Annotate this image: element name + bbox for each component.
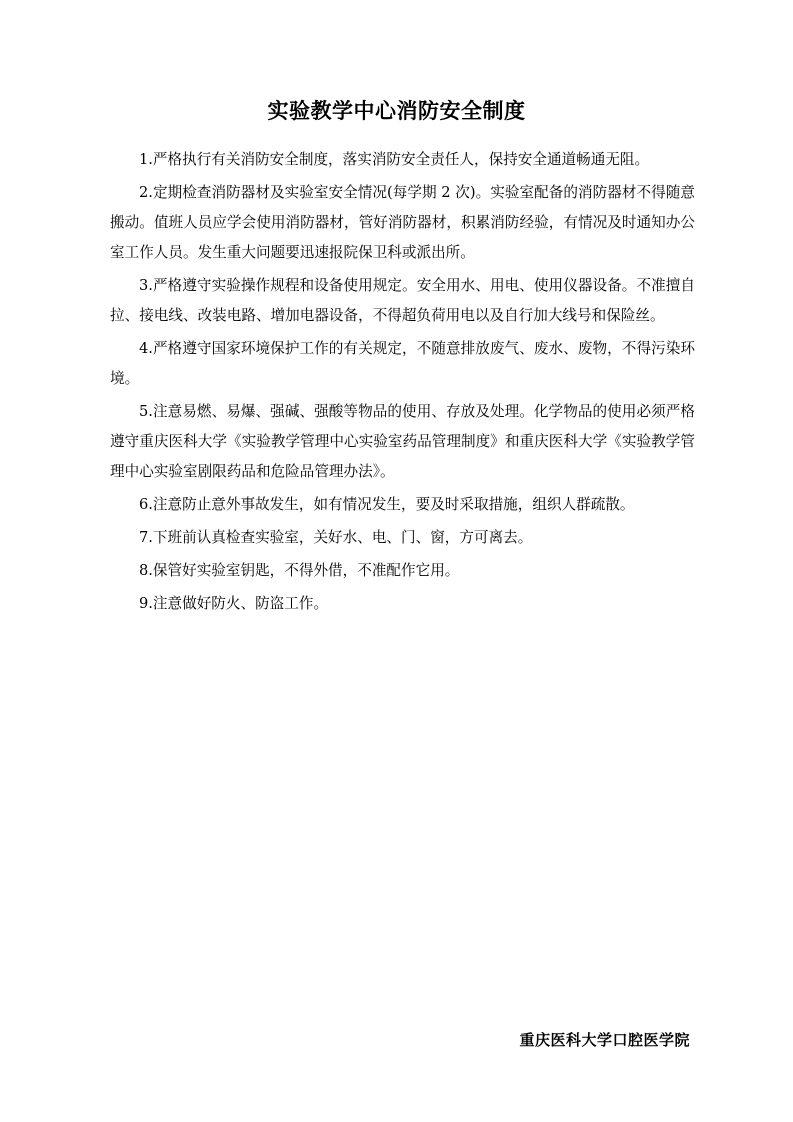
document-title: 实验教学中心消防安全制度: [267, 99, 526, 123]
rule-paragraph-8: 8.保管好实验室钥匙，不得外借，不准配作它用。: [139, 562, 460, 579]
rule-paragraph-5: 5.注意易燃、易爆、强碱、强酸等物品的使用、存放及处理。化学物品的使用必须严格遵守重庆医科大学《实验教学管理中心实验室药品管理制度》和重庆医科大学《实验教学管理中心实验室剧限药品和危险品管理办法》。: [110, 403, 695, 480]
rule-paragraph-6: 6.注意防止意外事故发生，如有情况发生，要及时采取措施，组织人群疏散。: [139, 496, 635, 513]
rule-paragraph-3: 3.严格遵守实验操作规程和设备使用规定。安全用水、用电、使用仪器设备。不准擅自拉、接电线、改装电路、增加电器设备，不得超负荷用电以及自行加大线号和保险丝。: [110, 277, 695, 324]
rule-paragraph-4: 4.严格遵守国家环境保护工作的有关规定，不随意排放废气、废水、废物，不得污染环境。: [110, 340, 695, 387]
document-body: [110, 145, 695, 622]
rule-paragraph-1: 1.严格执行有关消防安全制度，落实消防安全责任人，保持安全通道畅通无阻。: [139, 151, 650, 168]
issuer-signature: 重庆医科大学口腔医学院: [519, 1031, 690, 1049]
rule-paragraph-2: 2.定期检查消防器材及实验室安全情况(每学期 2 次)。实验室配备的消防器材不得随意搬动。值班人员应学会使用消防器材，管好消防器材，积累消防经验，有情况及时通知办公室工作人员。发生重大问题要迅速报院保卫科或派出所。: [110, 184, 695, 261]
rule-paragraph-7: 7.下班前认真检查实验室，关好水、电、门、窗，方可离去。: [139, 529, 533, 546]
rule-paragraph-9: 9.注意做好防火、防盗工作。: [139, 595, 329, 612]
